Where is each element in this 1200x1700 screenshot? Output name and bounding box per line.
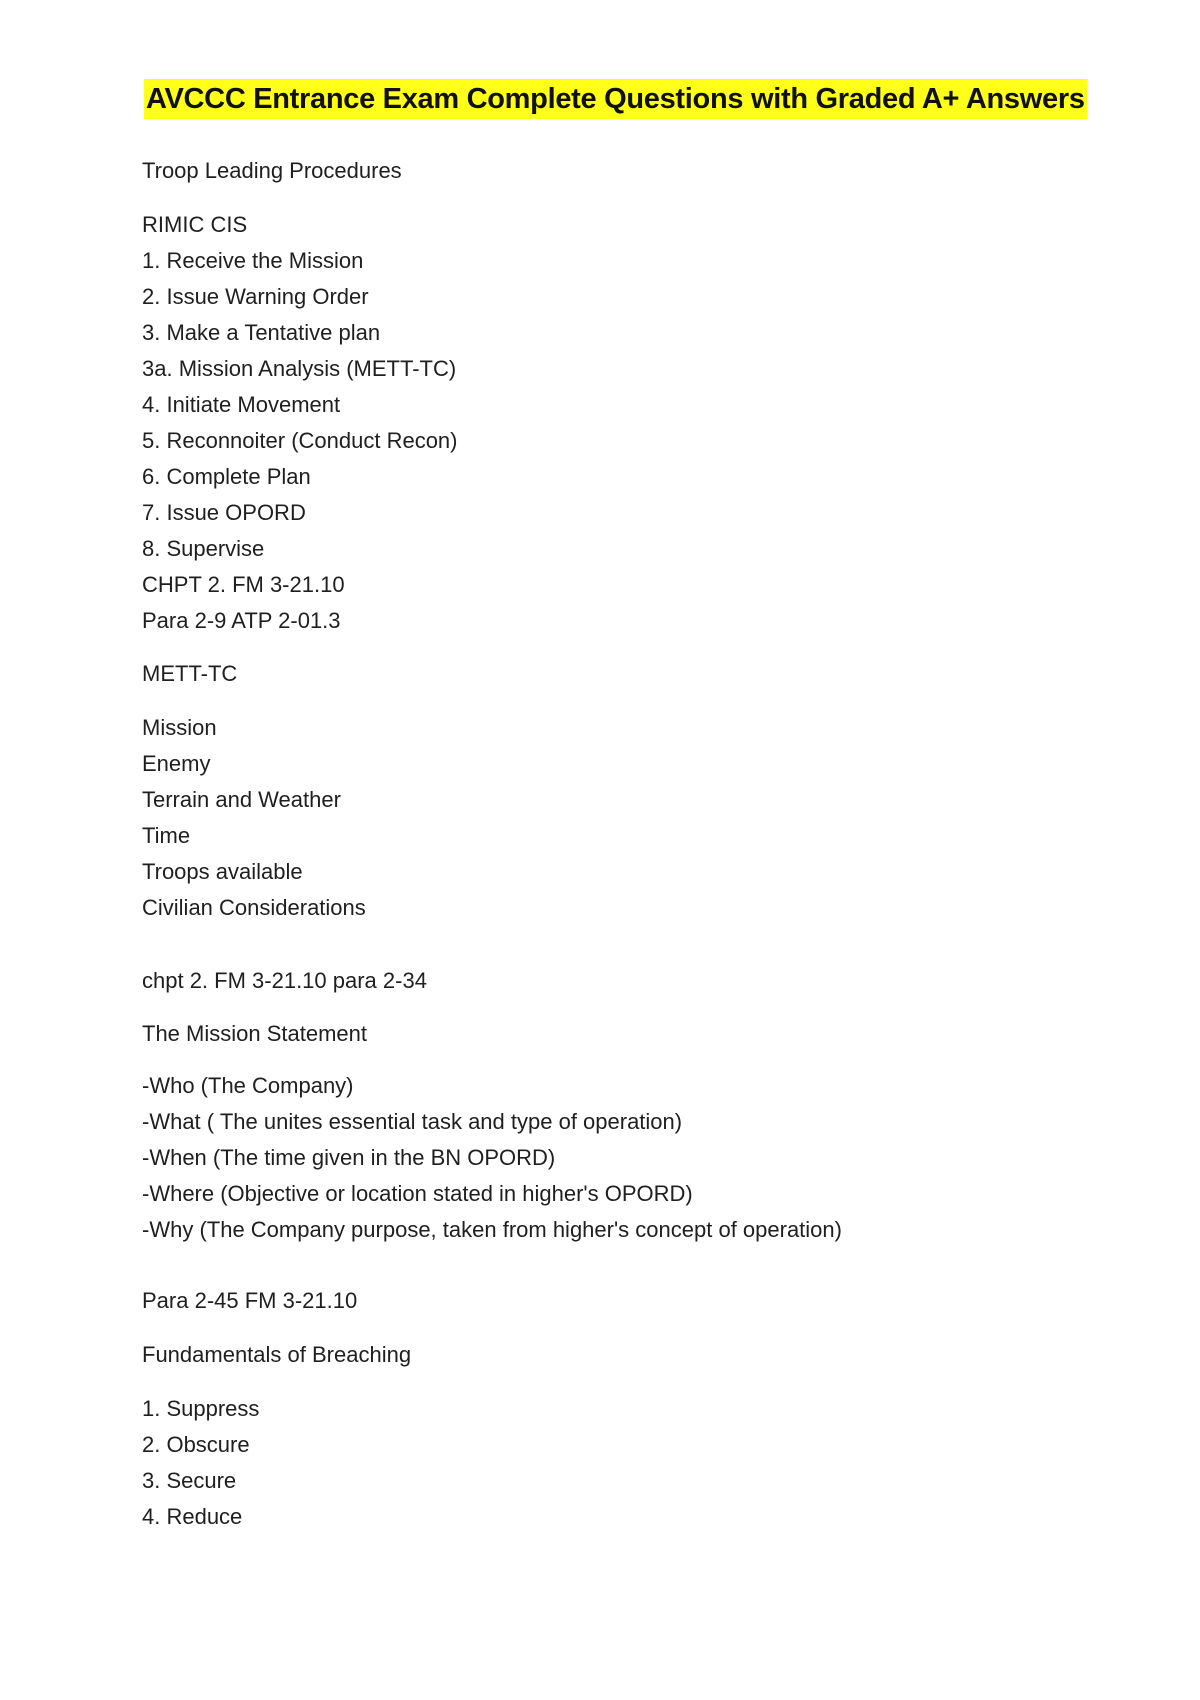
list-item: 6. Complete Plan	[142, 464, 311, 489]
list-item: -Where (Objective or location stated in higher's OPORD)	[142, 1181, 693, 1206]
list-item: Enemy	[142, 751, 211, 776]
list-item: -Why (The Company purpose, taken from higher's concept of operation)	[142, 1217, 842, 1242]
list-item: 3. Make a Tentative plan	[142, 320, 381, 345]
section-heading: METT-TC	[142, 661, 238, 686]
reference: CHPT 2. FM 3-21.10	[142, 572, 345, 597]
section-heading: Fundamentals of Breaching	[142, 1342, 412, 1367]
list-item: Troops available	[142, 859, 303, 884]
list-item: Mission	[142, 715, 217, 740]
list-item: Terrain and Weather	[142, 787, 341, 812]
list-item: Civilian Considerations	[142, 895, 366, 920]
list-item: 1. Receive the Mission	[142, 248, 364, 273]
section-heading: The Mission Statement	[142, 1021, 367, 1046]
reference: Para 2-9 ATP 2-01.3	[142, 608, 341, 633]
list-item: -Who (The Company)	[142, 1073, 354, 1098]
document-title	[142, 76, 1089, 122]
list-item: 2. Issue Warning Order	[142, 284, 369, 309]
list-item: 4. Reduce	[142, 1504, 243, 1529]
section-heading: Troop Leading Procedures	[142, 158, 402, 183]
reference: chpt 2. FM 3-21.10 para 2-34	[142, 968, 427, 993]
list-item: 1. Suppress	[142, 1396, 260, 1421]
list-item: 3. Secure	[142, 1468, 237, 1493]
list-item: -When (The time given in the BN OPORD)	[142, 1145, 556, 1170]
title-highlight: AVCCC Entrance Exam Complete Questions with Graded A+ Answers	[144, 79, 1087, 119]
list-item: 3a. Mission Analysis (METT-TC)	[142, 356, 457, 381]
mnemonic: RIMIC CIS	[142, 212, 248, 237]
list-item: 8. Supervise	[142, 536, 265, 561]
list-item: Time	[142, 823, 191, 848]
list-item: 2. Obscure	[142, 1432, 250, 1457]
reference: Para 2-45 FM 3-21.10	[142, 1288, 358, 1313]
list-item: 7. Issue OPORD	[142, 500, 306, 525]
list-item: -What ( The unites essential task and type of operation)	[142, 1109, 683, 1134]
list-item: 4. Initiate Movement	[142, 392, 341, 417]
list-item: 5. Reconnoiter (Conduct Recon)	[142, 428, 458, 453]
